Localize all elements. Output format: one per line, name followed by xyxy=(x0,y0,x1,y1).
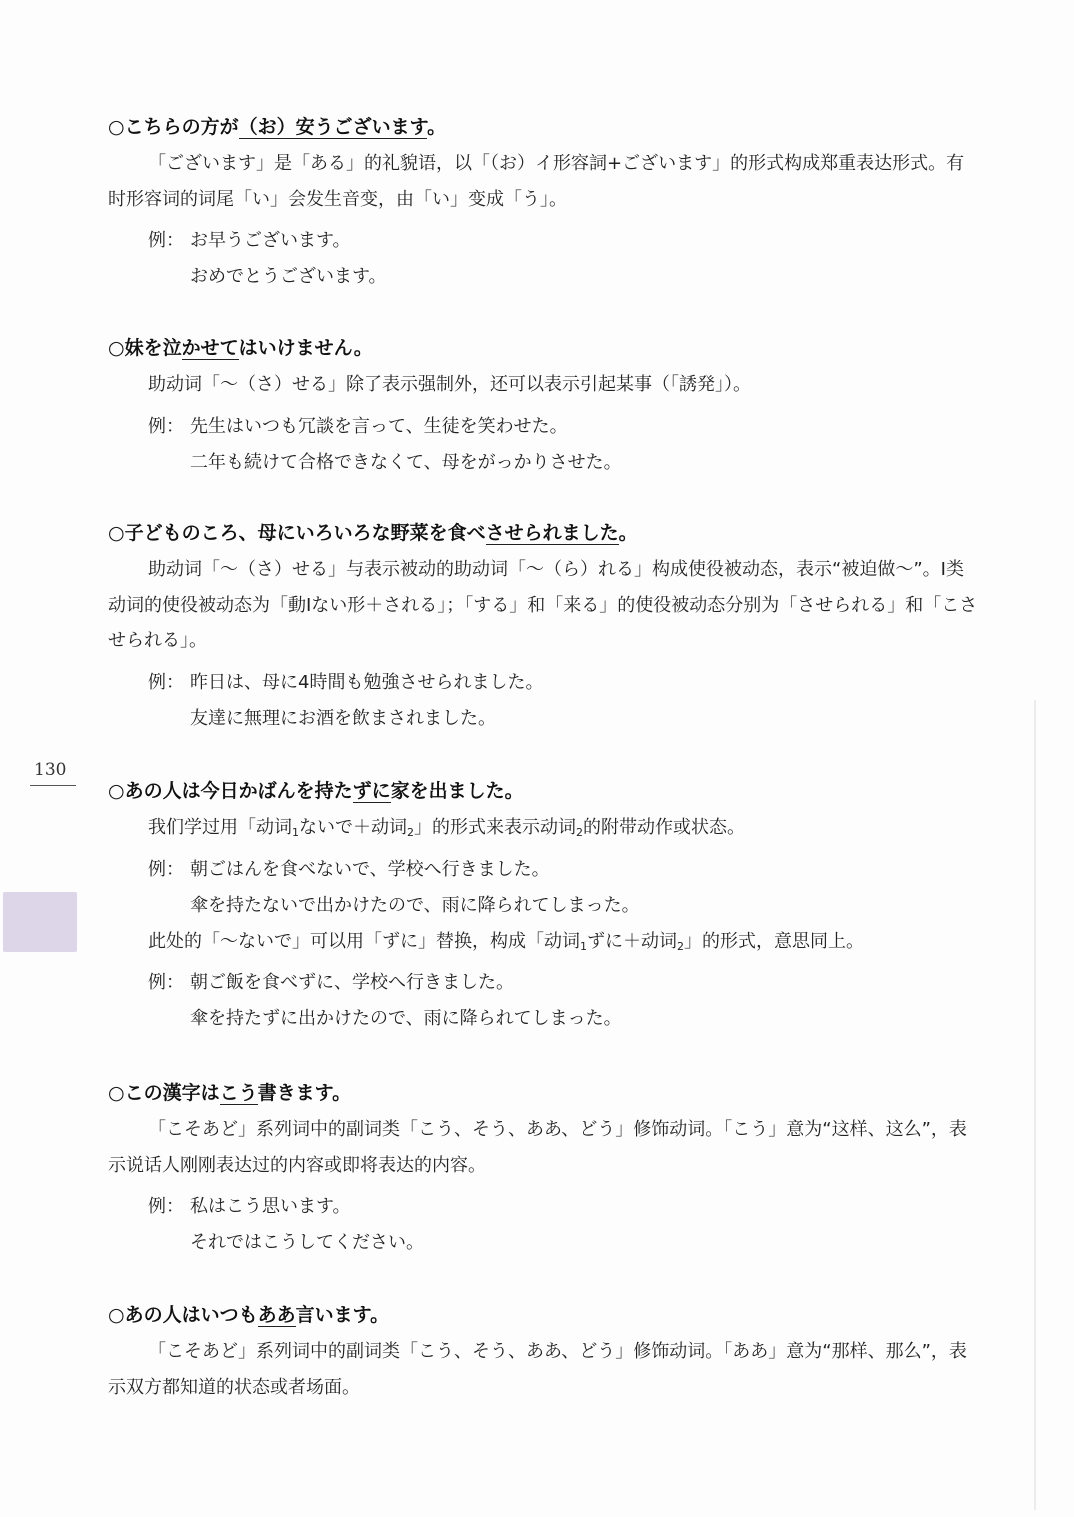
underlined-grammar: ずに xyxy=(352,780,391,802)
example-block xyxy=(148,409,978,481)
section-heading: ○この漢字はこう書きます。 xyxy=(108,1082,352,1104)
example-label: 例： xyxy=(148,1196,184,1217)
underlined-grammar: ああ xyxy=(257,1304,296,1326)
example-sentence: 朝ご飯を食べずに、学校へ行きました。 xyxy=(190,972,514,993)
grammar-section-1 xyxy=(108,112,978,295)
example-label: 例： xyxy=(148,972,184,993)
underlined-grammar: （お）安うございます xyxy=(238,116,428,138)
explanation-paragraph: 「こそあど」系列词中的副词类「こう、そう、ああ、どう」修饰动词。「ああ」意为“那样、那么”，表示双方都知道的状态或者场面。 xyxy=(108,1341,967,1398)
example-sentence: おめでとうございます。 xyxy=(190,266,387,287)
example-sentence: 先生はいつも冗談を言って、生徒を笑わせた。 xyxy=(190,415,568,437)
example-sentence: 傘を持たずに出かけたので、雨に降られてしまった。 xyxy=(190,1008,622,1029)
explanation-paragraph: 「こそあど」系列词中的副词类「こう、そう、ああ、どう」修饰动词。「こう」意为“这样、这么”，表示说话人刚刚表达过的内容或即将表达的内容。 xyxy=(108,1119,967,1176)
underlined-grammar: させられました xyxy=(485,522,619,544)
example-sentence: 友達に無理にお酒を飲まされました。 xyxy=(190,707,496,729)
example-block xyxy=(148,665,978,737)
section-heading: ○妹を泣かせてはいけません。 xyxy=(108,337,373,359)
explanation-paragraph: 「ございます」是「ある」的礼貌语，以「（お）イ形容詞+ございます」的形式构成郑重表达形式。有时形容词的词尾「い」会发生音变，由「い」变成「う」。 xyxy=(108,153,965,210)
explanation-paragraph: 此处的「～ないで」可以用「ずに」替换，构成「动词$_1$ずに＋动词$_2$」的形式，意思同上。 xyxy=(148,930,864,953)
example-sentence: 二年も続けて合格できなくて、母をがっかりさせた。 xyxy=(190,451,622,473)
grammar-section-2 xyxy=(108,333,978,481)
section-heading: ○子どものころ、母にいろいろな野菜を食べさせられました。 xyxy=(108,522,638,544)
grammar-section-4 xyxy=(108,776,978,1037)
page-edge-shadow xyxy=(1034,700,1036,1510)
example-sentence: お早うございます。 xyxy=(190,230,351,251)
example-label: 例： xyxy=(148,671,184,693)
explanation-paragraph: 我们学过用「动词$_1$ないで＋动词$_2$」的形式来表示动词$_2$的附带动作或状态。 xyxy=(148,817,745,839)
section-heading: ○こちらの方が（お）安うございます。 xyxy=(108,116,447,138)
example-sentence: 傘を持たないで出かけたので、雨に降られてしまった。 xyxy=(190,894,640,916)
example-sentence: 朝ごはんを食べないで、学校へ行きました。 xyxy=(190,858,550,880)
page-number-rule xyxy=(30,785,76,786)
grammar-section-3 xyxy=(108,518,978,737)
example-block xyxy=(148,1189,978,1261)
grammar-section-6 xyxy=(108,1300,978,1405)
section-heading: ○あの人はいつもああ言います。 xyxy=(108,1304,390,1326)
underlined-grammar: こう xyxy=(219,1082,258,1104)
example-block xyxy=(148,223,978,295)
grammar-section-5 xyxy=(108,1078,978,1261)
explanation-paragraph: 助动词「～（さ）せる」除了表示强制外，还可以表示引起某事（「誘発」）。 xyxy=(148,374,751,395)
example-label: 例： xyxy=(148,415,184,437)
example-sentence: 昨日は、母に4時間も勉強させられました。 xyxy=(190,671,544,693)
example-label: 例： xyxy=(148,858,184,880)
example-label: 例： xyxy=(148,230,184,251)
page-number: 130 xyxy=(34,760,67,780)
explanation-paragraph: 助动词「～（さ）せる」与表示被动的助动词「～（ら）れる」构成使役被动态，表示“被迫做～”。Ⅰ类动词的使役被动态为「動Ⅰない形＋される」；「する」和「来る」的使役被动态分别为「させられる」和「こさせられる」。 xyxy=(108,559,978,651)
example-block xyxy=(148,852,978,924)
example-block xyxy=(148,965,978,1037)
example-sentence: それではこうしてください。 xyxy=(190,1232,424,1253)
example-sentence: 私はこう思います。 xyxy=(190,1196,351,1217)
section-heading: ○あの人は今日かばんを持たずに家を出ました。 xyxy=(108,780,524,802)
underlined-grammar: かせて xyxy=(181,337,239,359)
chapter-tab-marker xyxy=(3,892,77,952)
